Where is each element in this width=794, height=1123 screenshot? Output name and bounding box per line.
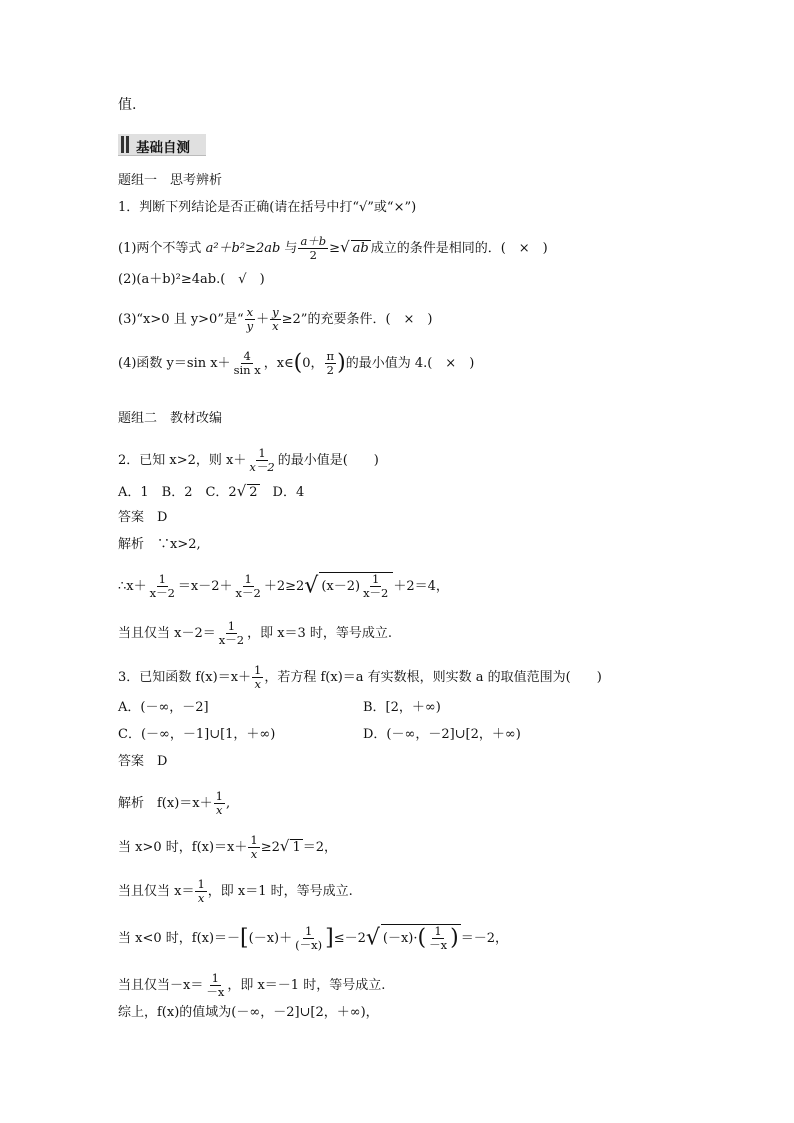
radicand: 2	[249, 485, 258, 500]
denominator: x－2	[363, 586, 389, 600]
denominator: (－x)	[295, 938, 323, 952]
paren-open-icon: (	[417, 925, 427, 951]
text: D．4	[259, 485, 305, 500]
text: ＝x－2＋	[177, 579, 233, 594]
text: ≥	[329, 241, 341, 256]
radical-icon: √	[340, 238, 350, 256]
fraction	[298, 235, 328, 262]
text: ＋2＝4，	[393, 579, 449, 594]
fraction	[325, 350, 337, 377]
q2-derivation-2	[118, 620, 392, 647]
section-badge-label: 基础自测	[136, 140, 190, 156]
text: ＝－2，	[460, 931, 508, 946]
text: ＝2，	[302, 840, 338, 855]
paren-close-icon: )	[337, 350, 346, 376]
denominator: x－2	[249, 460, 275, 474]
text: ，即 x＝－1 时，等号成立.	[227, 978, 386, 993]
q2-answer: 答案 D	[118, 510, 168, 525]
radicand: 1	[292, 840, 301, 855]
numerator: 1	[211, 971, 219, 985]
text: (3)“x>0 且 y>0”是“	[118, 312, 244, 327]
fraction	[252, 664, 263, 691]
fraction	[361, 573, 390, 600]
group-heading-1: 题组一 思考辨析	[118, 173, 223, 188]
q2-options	[118, 483, 304, 501]
q2-stem	[118, 447, 379, 474]
text: (4)函数 y＝sin x＋	[118, 356, 231, 371]
denominator: －x	[206, 985, 225, 999]
numerator: 1	[227, 619, 236, 633]
top-text: 值.	[118, 97, 137, 113]
q1-stem: 1．判断下列结论是否正确(请在括号中打“√”或“×”)	[118, 200, 417, 215]
text: (x－2)	[321, 579, 361, 594]
radicand: ab	[352, 241, 369, 256]
q1-statement-1	[118, 235, 548, 262]
numerator: 1	[250, 833, 258, 847]
fraction	[270, 306, 281, 333]
q1-statement-4	[118, 350, 474, 377]
text: ，若方程 f(x)＝a 有实数根，则实数 a 的取值范围为( )	[264, 670, 602, 685]
q3-case-1	[118, 834, 337, 861]
numerator: 1	[372, 572, 380, 586]
denominator: x－2	[235, 586, 261, 600]
denominator: －x	[429, 938, 448, 952]
math-expr: a²＋b²≥2ab	[205, 241, 281, 256]
q3-option-d: D．(－∞，－2]∪[2，＋∞)	[363, 727, 521, 742]
text: (1)两个不等式	[118, 241, 206, 256]
text: ≥2	[260, 840, 280, 855]
fraction	[247, 447, 276, 474]
radical-icon: √	[365, 925, 380, 951]
text: ∴x＋	[118, 579, 147, 594]
fraction	[195, 878, 206, 905]
text: 的最小值为 4.( × )	[345, 356, 475, 371]
numerator: 4	[243, 349, 251, 363]
text: 当且仅当－x＝	[118, 978, 204, 993]
text: 当 x>0 时，f(x)＝x＋	[118, 840, 248, 855]
denominator: y	[246, 319, 254, 333]
text: (－x)＋	[248, 931, 293, 946]
q3-option-a: A．(－∞，－2]	[118, 700, 209, 715]
bracket-close-icon: ]	[325, 925, 334, 951]
q3-option-c: C．(－∞，－1]∪[1，＋∞)	[118, 727, 276, 742]
radical-icon: √	[279, 837, 290, 855]
radicand	[381, 924, 461, 952]
q3-option-b: B．[2，＋∞)	[363, 700, 441, 715]
numerator: 1	[304, 924, 313, 938]
q3-explanation	[118, 790, 230, 817]
denominator: x	[197, 891, 205, 905]
numerator: π	[326, 349, 335, 363]
fraction	[234, 573, 263, 600]
q3-case-3	[118, 924, 508, 952]
badge-bar-icon	[121, 136, 124, 153]
fraction	[293, 925, 324, 952]
section-badge	[118, 134, 206, 156]
fraction	[427, 925, 449, 952]
denominator: x	[254, 677, 261, 691]
denominator: sin x	[233, 363, 261, 377]
denominator: x	[216, 803, 223, 817]
q1-statement-2: (2)(a＋b)²≥4ab.( √ )	[118, 272, 265, 287]
text: 与	[280, 241, 298, 256]
group-heading-2: 题组二 教材改编	[118, 411, 223, 426]
q3-summary: 综上，f(x)的值域为(－∞，－2]∪[2，＋∞)，	[118, 1005, 379, 1020]
text: 当 x<0 时，f(x)＝－	[118, 931, 241, 946]
numerator: 1	[434, 924, 442, 938]
radicand	[319, 572, 393, 600]
denominator: x	[272, 319, 279, 333]
q2-derivation-1	[118, 572, 449, 600]
q3-stem	[118, 664, 602, 691]
numerator: y	[272, 305, 279, 319]
fraction	[217, 620, 246, 647]
numerator: x	[246, 305, 254, 319]
numerator: 1	[258, 446, 266, 460]
text: ≥2”的充要条件．( × )	[281, 312, 433, 327]
denominator: 2	[309, 248, 317, 262]
fraction	[245, 306, 256, 333]
fraction	[232, 350, 263, 377]
q3-case-2	[118, 878, 353, 905]
numerator: 1	[158, 572, 166, 586]
badge-bar-icon	[126, 136, 129, 153]
numerator: 1	[197, 877, 205, 891]
paren-close-icon: )	[450, 925, 459, 951]
text: ，即 x＝3 时，等号成立.	[247, 626, 393, 641]
q2-explanation: 解析 ∵x>2,	[118, 537, 201, 552]
text: 当且仅当 x－2＝	[118, 626, 216, 641]
paren-open-icon: (	[293, 350, 303, 376]
denominator: 2	[326, 363, 334, 377]
radical-icon: √	[304, 573, 319, 599]
fraction	[148, 573, 177, 600]
text: 2．已知 x>2，则 x＋	[118, 453, 247, 468]
fraction	[214, 790, 225, 817]
bracket-open-icon: [	[240, 925, 249, 951]
text: A．1 B．2 C．2	[118, 485, 237, 500]
text: 成立的条件是相同的．( × )	[370, 241, 548, 256]
text: (－x)·	[382, 931, 418, 946]
text: ＋	[256, 312, 270, 327]
text: 0，	[302, 356, 324, 371]
numerator: 1	[244, 572, 252, 586]
text: 3．已知函数 f(x)＝x＋	[118, 670, 252, 685]
fraction	[248, 834, 259, 861]
q3-case-4	[118, 972, 385, 999]
text: 的最小值是( )	[277, 453, 379, 468]
radical-icon: √	[236, 482, 247, 500]
text: ，即 x＝1 时，等号成立.	[207, 884, 353, 899]
text: 解析 f(x)＝x＋	[118, 796, 213, 811]
text: 当且仅当 x＝	[118, 884, 195, 899]
denominator: x	[250, 847, 258, 861]
text: ，x∈	[263, 356, 294, 371]
numerator: a＋b	[300, 234, 327, 248]
q1-statement-3	[118, 306, 433, 333]
text: ,	[225, 796, 231, 811]
numerator: 1	[254, 663, 262, 677]
q3-answer: 答案 D	[118, 754, 168, 769]
text: ≤－2	[333, 931, 366, 946]
text: ＋2≥2	[263, 579, 305, 594]
denominator: x－2	[149, 586, 175, 600]
numerator: 1	[215, 789, 223, 803]
fraction	[204, 972, 226, 999]
denominator: x－2	[218, 633, 245, 647]
